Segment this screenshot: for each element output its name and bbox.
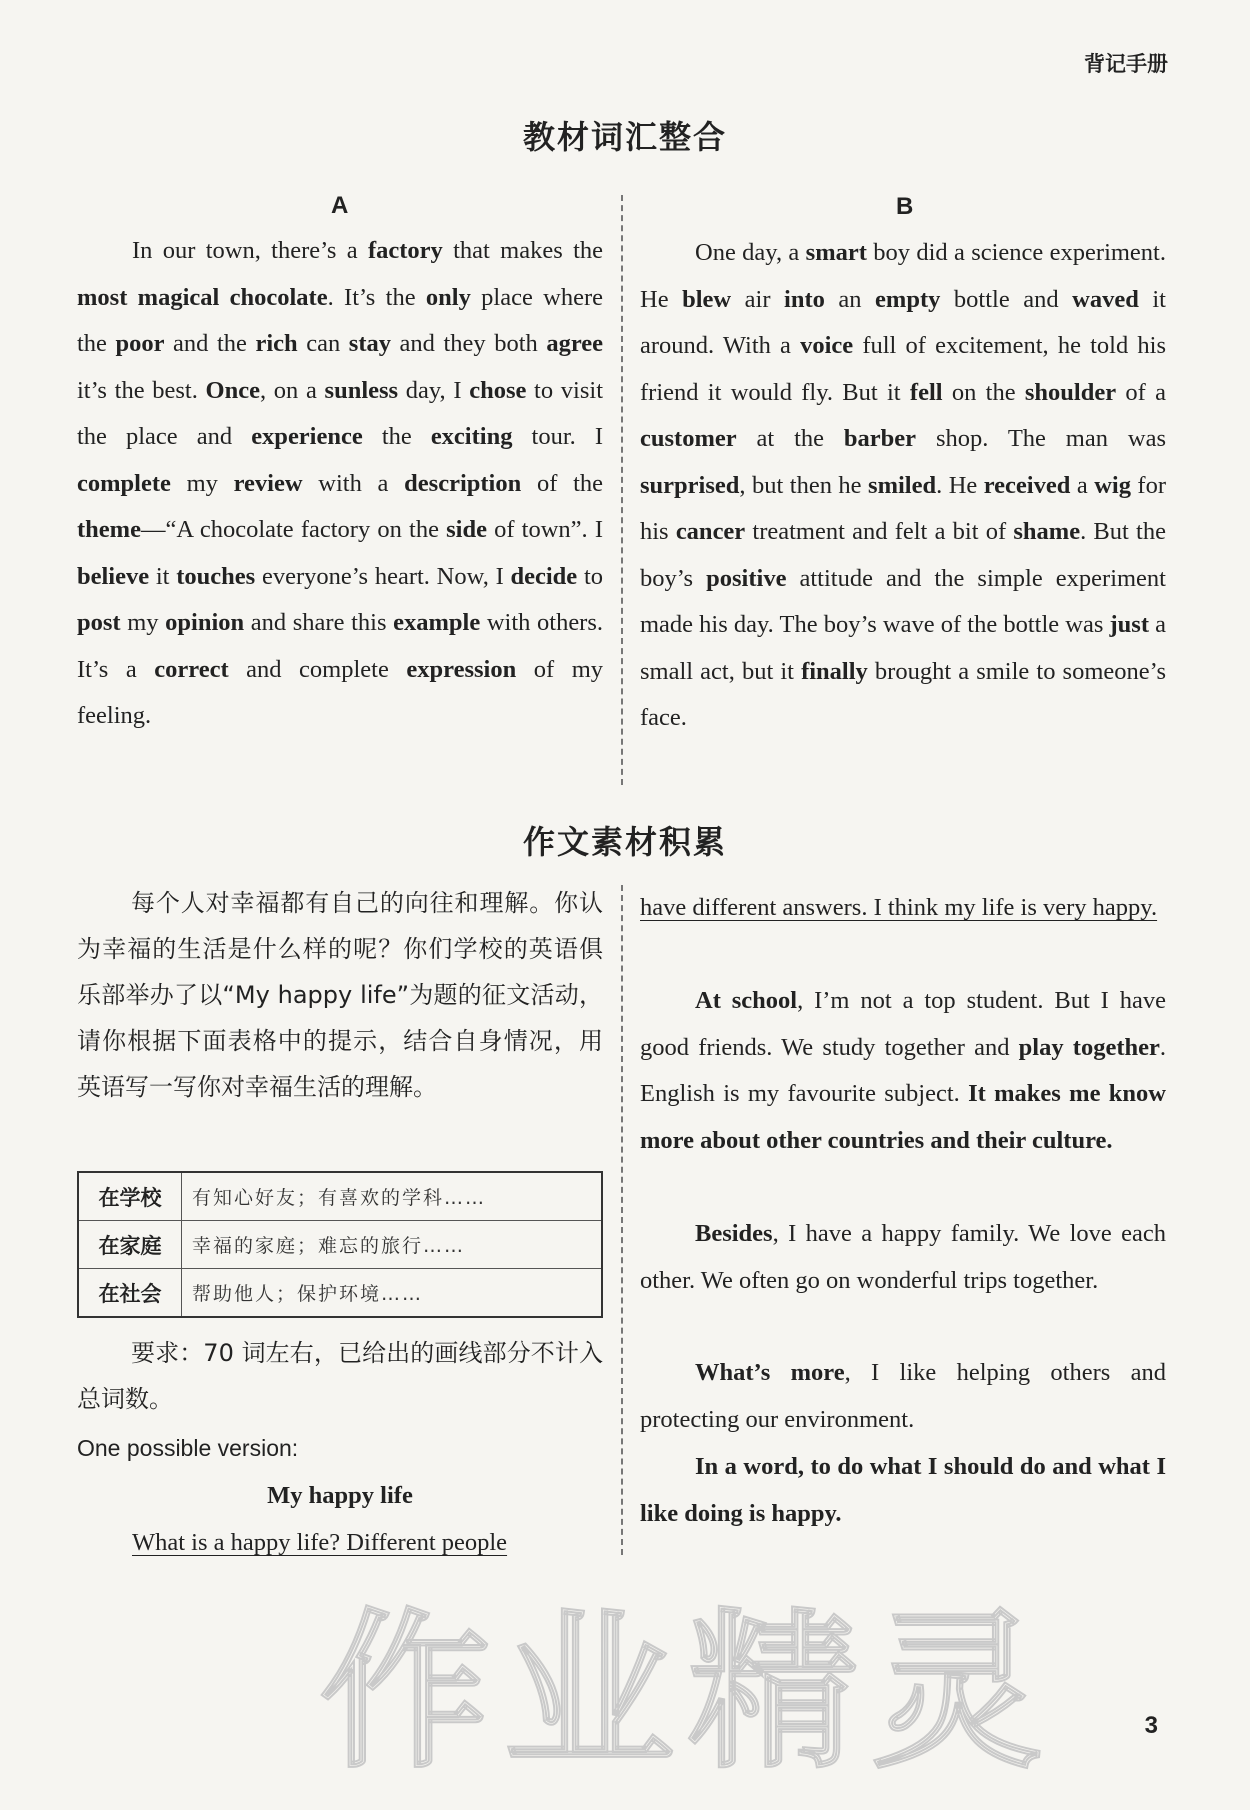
- writing-section-title: 作文素材积累: [522, 823, 727, 861]
- keyword-text: shoulder: [1024, 378, 1117, 406]
- keyword-text: side: [446, 516, 487, 543]
- body-text: —“A chocolate factory on the: [140, 516, 447, 543]
- body-text: and share this: [244, 609, 394, 636]
- keyword-text: received: [983, 471, 1071, 499]
- keyword-text: complete: [77, 469, 171, 497]
- body-text: and they both: [390, 330, 547, 357]
- keyword-text: shame: [1013, 518, 1081, 545]
- body-text: of the: [521, 469, 603, 497]
- table-row: [78, 1269, 602, 1318]
- body-text: my: [120, 609, 166, 636]
- body-text: brought a smile to someone’s face.: [640, 657, 1166, 731]
- keyword-text: stay: [348, 330, 391, 357]
- keyword-text: In a word, to do what I should do and what I like doing is happy.: [640, 1453, 1166, 1527]
- body-text: One day, a: [695, 239, 806, 266]
- keyword-text: agree: [546, 330, 604, 357]
- body-text: , I’m not a top student. But I have good friends. We study together and: [640, 987, 1166, 1061]
- keyword-text: opinion: [165, 609, 245, 636]
- column-divider-top: [621, 195, 623, 785]
- keyword-text: believe: [77, 562, 150, 590]
- body-text: . It’s the: [327, 283, 426, 311]
- keyword-text: just: [1109, 611, 1149, 638]
- table-value: 帮助他人；保护环境……: [182, 1269, 603, 1318]
- body-text: air: [731, 285, 785, 313]
- keyword-text: At school: [695, 987, 798, 1014]
- body-text: to visit the place and: [77, 376, 604, 450]
- body-text: it’s the best.: [77, 376, 206, 404]
- keyword-text: post: [77, 609, 121, 636]
- body-text: with a: [302, 469, 405, 497]
- keyword-text: only: [425, 283, 471, 311]
- keyword-text: empty: [875, 285, 941, 313]
- passage-a-text: [77, 228, 603, 740]
- keyword-text: cancer: [675, 518, 746, 545]
- body-text: , I have a happy family. We love each other. We often go on wonderful trips together.: [640, 1220, 1166, 1294]
- keyword-text: Besides: [695, 1220, 773, 1247]
- essay-paragraph-conclusion: [640, 1444, 1166, 1537]
- body-text: , I like helping others and protecting our environment.: [640, 1359, 1166, 1433]
- keyword-text: What’s more: [695, 1359, 845, 1386]
- body-text: for his: [640, 471, 1166, 545]
- keyword-text: waved: [1072, 285, 1139, 313]
- keyword-text: Once: [205, 376, 260, 404]
- body-text: a small act, but it: [640, 611, 1167, 685]
- body-text: full of excitement, he told his friend it would fly. But it: [640, 332, 1166, 406]
- body-text: of my feeling.: [77, 655, 604, 729]
- keyword-text: barber: [843, 425, 917, 452]
- keyword-text: experience: [251, 423, 363, 450]
- table-key: 在社会: [78, 1269, 182, 1318]
- body-text: place where the: [77, 283, 603, 357]
- body-text: to: [577, 562, 603, 590]
- body-text: a: [1070, 471, 1095, 499]
- keyword-text: voice: [800, 332, 854, 359]
- keyword-text: sunless: [324, 376, 399, 404]
- vocab-section-title: 教材词汇整合: [522, 118, 727, 156]
- keyword-text: correct: [154, 655, 229, 683]
- body-text: at the: [736, 425, 844, 452]
- column-divider-bottom: [621, 885, 623, 1555]
- body-text: tour. I: [512, 423, 603, 450]
- version-label: One possible version:: [77, 1435, 299, 1461]
- body-text: with others. It’s a: [77, 609, 604, 683]
- keyword-text: chose: [469, 376, 527, 404]
- body-text: shop. The man was: [916, 425, 1166, 452]
- keyword-text: poor: [115, 330, 165, 357]
- passage-a-heading: A: [331, 192, 349, 219]
- keyword-text: description: [404, 469, 522, 497]
- keyword-text: touches: [176, 562, 256, 590]
- body-text: attitude and the simple experiment made his day. The boy’s wave of the bottle was: [640, 564, 1166, 638]
- body-text: . He: [936, 471, 984, 499]
- handbook-label: 背记手册: [1084, 52, 1168, 76]
- keyword-text: surprised: [640, 471, 740, 499]
- body-text: it: [149, 562, 177, 590]
- body-text: and complete: [228, 655, 407, 683]
- body-text: bottle and: [940, 285, 1073, 313]
- body-text: the: [362, 423, 431, 450]
- body-text: boy did a science experiment. He: [640, 239, 1166, 313]
- keyword-text: customer: [640, 425, 737, 452]
- body-text: In our town, there’s a: [132, 237, 368, 264]
- passage-b-heading: B: [896, 193, 914, 220]
- keyword-text: play together: [1018, 1033, 1160, 1061]
- keyword-text: It makes me know more about other countries and their culture.: [640, 1080, 1166, 1154]
- watermark: 作业精灵: [320, 1594, 1057, 1792]
- body-text: my: [170, 469, 234, 497]
- keyword-text: example: [393, 609, 481, 636]
- keyword-text: positive: [706, 564, 787, 592]
- keyword-text: factory: [367, 237, 443, 264]
- keyword-text: expression: [406, 655, 517, 683]
- keyword-text: fell: [909, 378, 943, 406]
- body-text: . But the boy’s: [640, 518, 1166, 592]
- table-row: [78, 1172, 602, 1221]
- keyword-text: into: [784, 285, 825, 313]
- body-text: treatment and felt a bit of: [745, 518, 1014, 545]
- body-text: can: [297, 330, 349, 357]
- page-number: 3: [1144, 1712, 1158, 1739]
- keyword-text: blew: [682, 285, 732, 313]
- keyword-text: most magical chocolate: [77, 283, 328, 311]
- essay-paragraph-family: [640, 1211, 1166, 1304]
- essay-start-underlined: What is a happy life? Different people: [132, 1529, 508, 1556]
- keyword-text: wig: [1094, 471, 1131, 499]
- keyword-text: exciting: [430, 423, 513, 450]
- essay-paragraph-society: [640, 1350, 1166, 1443]
- keyword-text: review: [233, 469, 303, 497]
- keyword-text: rich: [255, 330, 298, 357]
- body-text: that makes the: [442, 237, 604, 264]
- table-value: 有知心好友；有喜欢的学科……: [182, 1172, 603, 1221]
- body-text: an: [824, 285, 876, 313]
- essay-continue-underlined: have different answers. I think my life is very happy.: [640, 894, 1158, 921]
- tips-table: [77, 1171, 603, 1318]
- body-text: day, I: [398, 376, 470, 404]
- essay-title: My happy life: [267, 1482, 413, 1509]
- table-key: 在家庭: [78, 1221, 182, 1269]
- essay-paragraph-school: [640, 978, 1166, 1164]
- body-text: , but then he: [739, 471, 869, 499]
- keyword-text: finally: [801, 657, 868, 685]
- body-text: of a: [1116, 378, 1166, 406]
- keyword-text: theme: [77, 516, 141, 543]
- passage-b-text: [640, 230, 1166, 742]
- body-text: and the: [164, 330, 256, 357]
- writing-requirement: 要求：70 词左右，已给出的画线部分不计入总词数。: [77, 1339, 603, 1413]
- body-text: it around. With a: [640, 285, 1166, 359]
- keyword-text: smart: [805, 239, 867, 266]
- body-text: of town”. I: [486, 516, 603, 543]
- table-value: 幸福的家庭；难忘的旅行……: [182, 1221, 603, 1269]
- writing-prompt: 每个人对幸福都有自己的向往和理解。你认为幸福的生活是什么样的呢？你们学校的英语俱乐部举办了以“My happy life”为题的征文活动，请你根据下面表格中的提示，结合自身情况，用英语写一写你对幸福生活的理解。: [77, 889, 603, 1101]
- body-text: , on a: [259, 376, 325, 404]
- body-text: . English is my favourite subject.: [640, 1033, 1166, 1107]
- body-text: on the: [942, 378, 1025, 406]
- essay-continuation: [640, 885, 1166, 932]
- body-text: everyone’s heart. Now, I: [255, 562, 511, 590]
- table-key: 在学校: [78, 1172, 182, 1221]
- keyword-text: decide: [510, 562, 578, 590]
- table-row: [78, 1221, 602, 1269]
- keyword-text: smiled: [868, 471, 937, 499]
